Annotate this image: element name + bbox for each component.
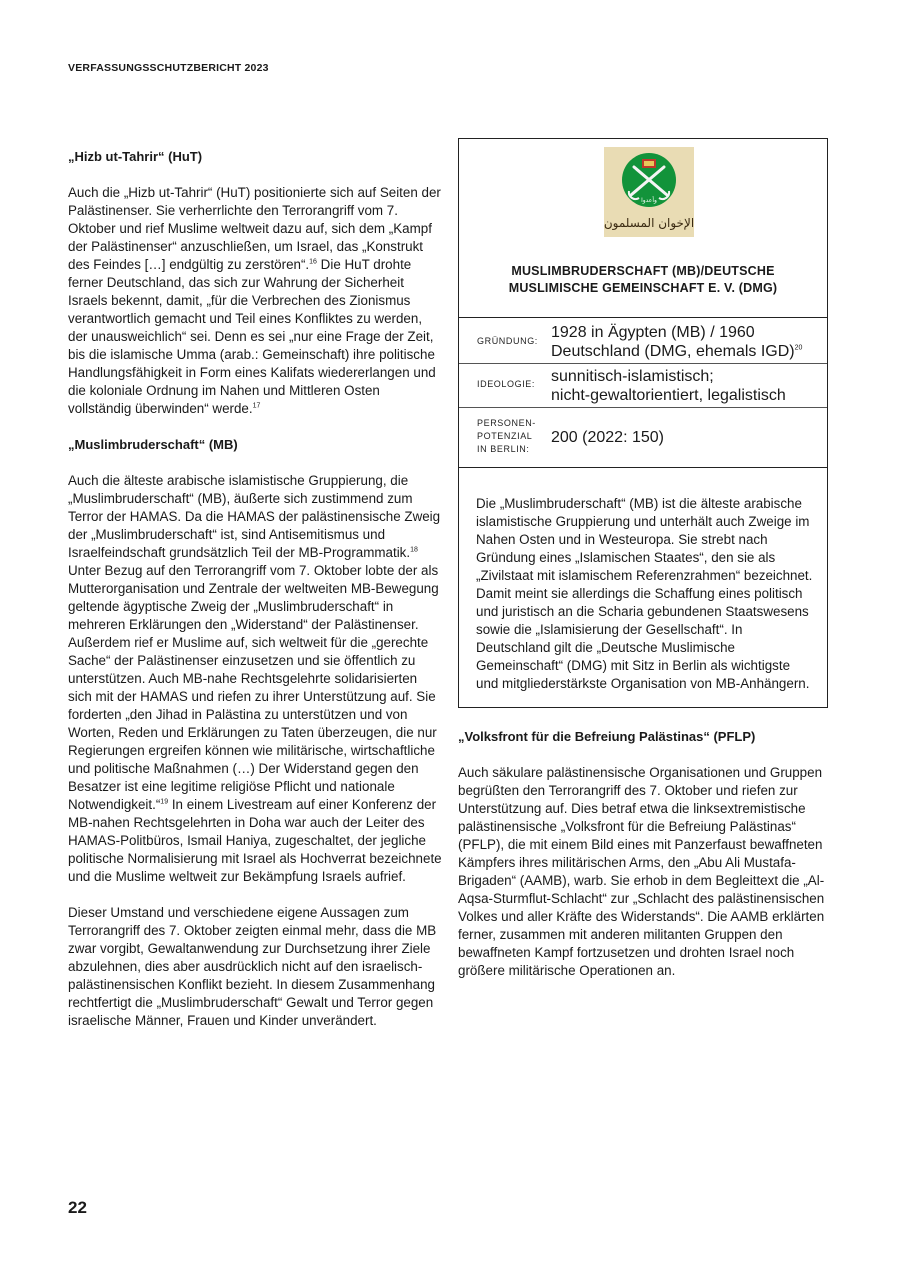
section-heading-mb: „Muslimbruderschaft“ (MB)	[68, 437, 238, 452]
infobox-description: Die „Muslimbruderschaft“ (MB) ist die älteste arabische islamistische Gruppierung und unterhält auch Zweige im Nahen Osten und in Westeuropa. Sie strebt nach Gründung eines „Islamischen Staates“, den sie als „Zivilstaat mit islamischem Referenzrahmen“ bezeichnet. Damit meint sie allerdings die Schaffung eines politisch und juristisch an die Scharia gebundenen Staatswesens sowie die „Islamisierung der Gesellschaft“. In Deutschland gilt die „Deutsche Muslimische Gemeinschaft“ (DMG) mit Sitz in Berlin als wichtigste und mitgliederstärkste Organisation von MB-Anhängern.	[476, 496, 813, 691]
left-column	[68, 148, 443, 1030]
right-column	[458, 728, 830, 980]
organization-infobox	[458, 138, 828, 708]
fact-value-founding: 1928 in Ägypten (MB) / 1960 Deutschland (DMG, ehemals IGD)$^{20}$	[551, 324, 803, 360]
divider	[459, 317, 827, 318]
divider	[459, 363, 827, 364]
divider	[459, 467, 827, 468]
page-number: 22	[68, 1198, 87, 1217]
section-heading-pflp: „Volksfront für die Befreiung Palästinas“ (PFLP)	[458, 729, 756, 744]
paragraph-mb-2: Dieser Umstand und verschiedene eigene Aussagen zum Terrorangriff des 7. Oktober zeigten einmal mehr, dass die MB zwar vorgibt, Gewaltanwendung zur Durchsetzung ihrer Ziele abzulehnen, dies aber ausdrücklich nicht auf den israelisch-palästinensischen Konflikt bezieht. In diesem Zusammenhang rechtfertigt die „Muslimbruderschaft“ Gewalt und Terror gegen israelische Männer, Frauen und Kinder unverändert.	[68, 905, 437, 1028]
paragraph-mb: Auch die älteste arabische islamistische Gruppierung, die „Muslimbruderschaft“ (MB), äußerte sich zustimmend zum Terror der HAMAS. Da die HAMAS der palästinensische Zweig der „Muslimbruderschaft“ ist, sind Antisemitismus und Israelfeindschaft grundsätzlich Teil der MB-Programmatik.$^{18}$ Unter Bezug auf den Terrorangriff vom 7. Oktober lobte der als Mutterorganisation und Zentrale der weltweiten MB-Bewegung geltende ägyptische Zweig der „Muslimbruderschaft“ in mehreren Erklärungen den „Widerstand“ der Palästinenser. Außerdem rief er Muslime auf, sich weltweit für die „gerechte Sache“ der Palästinenser einzusetzen und sie öffentlich zu unterstützen. Auch MB-nahe Rechtsgelehrte solidarisierten sich mit der HAMAS und riefen zu ihrer Unterstützung auf. Sie forderten „den Jihad in Palästina zu unterstützen und von Worten, Reden und Erklärungen zu Taten überzeugen, die nur Regierungen ergreifen können wie militärische, wirtschaftliche und politische Maßnahmen (…) Der Widerstand gegen den Besatzer ist eine legitime religiöse Pflicht und nationale Notwendigkeit.“$^{19}$ In einem Livestream auf einer Konferenz der MB-nahen Rechtsgelehrten in Doha war auch der Leiter des HAMAS-Politbüros, Ismail Haniya, zugeschaltet, der jegliche politische Normalisierung mit Israel als Hochverrat bezeichnete und die Muslime weltweit zur Bekämpfung Israels aufrief.	[68, 473, 442, 884]
muslim-brotherhood-emblem-icon	[604, 147, 694, 237]
emblem-motto: وأعدوا	[641, 197, 657, 204]
divider	[459, 407, 827, 408]
footnote-ref: 20	[794, 344, 803, 352]
section-heading-hut: „Hizb ut-Tahrir“ (HuT)	[68, 149, 203, 164]
infobox-title: MUSLIMBRUDERSCHAFT (MB)/DEUTSCHE MUSLIMISCHE GEMEINSCHAFT E. V. (DMG)	[508, 264, 778, 295]
footnote-ref: 17	[252, 402, 261, 410]
running-header: VERFASSUNGSSCHUTZBERICHT 2023	[68, 62, 269, 74]
footnote-ref: 16	[309, 258, 317, 266]
fact-value-ideology: sunnitisch-islamistisch; nicht-gewaltorientiert, legalistisch	[551, 368, 786, 404]
paragraph-pflp: Auch säkulare palästinensische Organisationen und Gruppen begrüßten den Terrorangriff des 7. Oktober und riefen zur Unterstützung auf. Dies betraf etwa die linksextremistische palästinensische „Volksfront für die Befreiung Palästinas“ (PFLP), die mit einem Bild eines mit Panzerfaust bewaffneten Kämpfers ihres militärischen Arms, den „Abu Ali Mustafa-Brigaden“ (AAMB), warb. Sie erhob in dem Begleittext die „Al-Aqsa-Sturmflut-Schlacht“ zur „Schlacht des palästinensischen Volkes und aller Kräfte des Widerstands“. Die AAMB erklärten ferner, zusammen mit anderen militanten Gruppen den bewaffneten Kampf fortzusetzen und drohten Israel noch größere militärische Operationen an.	[458, 765, 825, 978]
fact-label-ideology: IDEOLOGIE:	[477, 379, 536, 389]
paragraph-hut: Auch die „Hizb ut-Tahrir“ (HuT) positionierte sich auf Seiten der Palästinenser. Sie verherrlichte den Terrorangriff vom 7. Oktober und rief Muslime weltweit dazu auf, sich dem „Kampf der Palästinenser“ anzuschließen, um Israel, das „Konstrukt des Feindes […] endgültig zu zerstören“.$^{16}$ Die HuT drohte ferner Deutschland, das sich zur Wahrung der Sicherheit Israels bekennt, damit, „für die Verbrechen des Zionismus verantwortlich gemacht und Teil eines Konfliktes zu werden, der unausweichlich“ sei. Denn es sei „nur eine Frage der Zeit, bis die islamische Umma (arab.: Gemeinschaft) ihre politische Handlungsfähigkeit in Form eines Kalifats wiedererlangen und die koloniale Ordnung im Nahen und Mittleren Osten vollständig überwinden“ werde.$^{17}$	[68, 185, 441, 416]
footnote-ref: 19	[160, 798, 169, 806]
fact-value-persons: 200 (2022: 150)	[551, 429, 664, 446]
emblem-caption: الإخوان المسلمون	[604, 216, 694, 230]
footnote-ref: 18	[410, 546, 418, 554]
fact-label-persons: PERSONEN- POTENZIAL IN BERLIN:	[477, 418, 536, 454]
fact-label-founding: GRÜNDUNG:	[477, 336, 538, 346]
